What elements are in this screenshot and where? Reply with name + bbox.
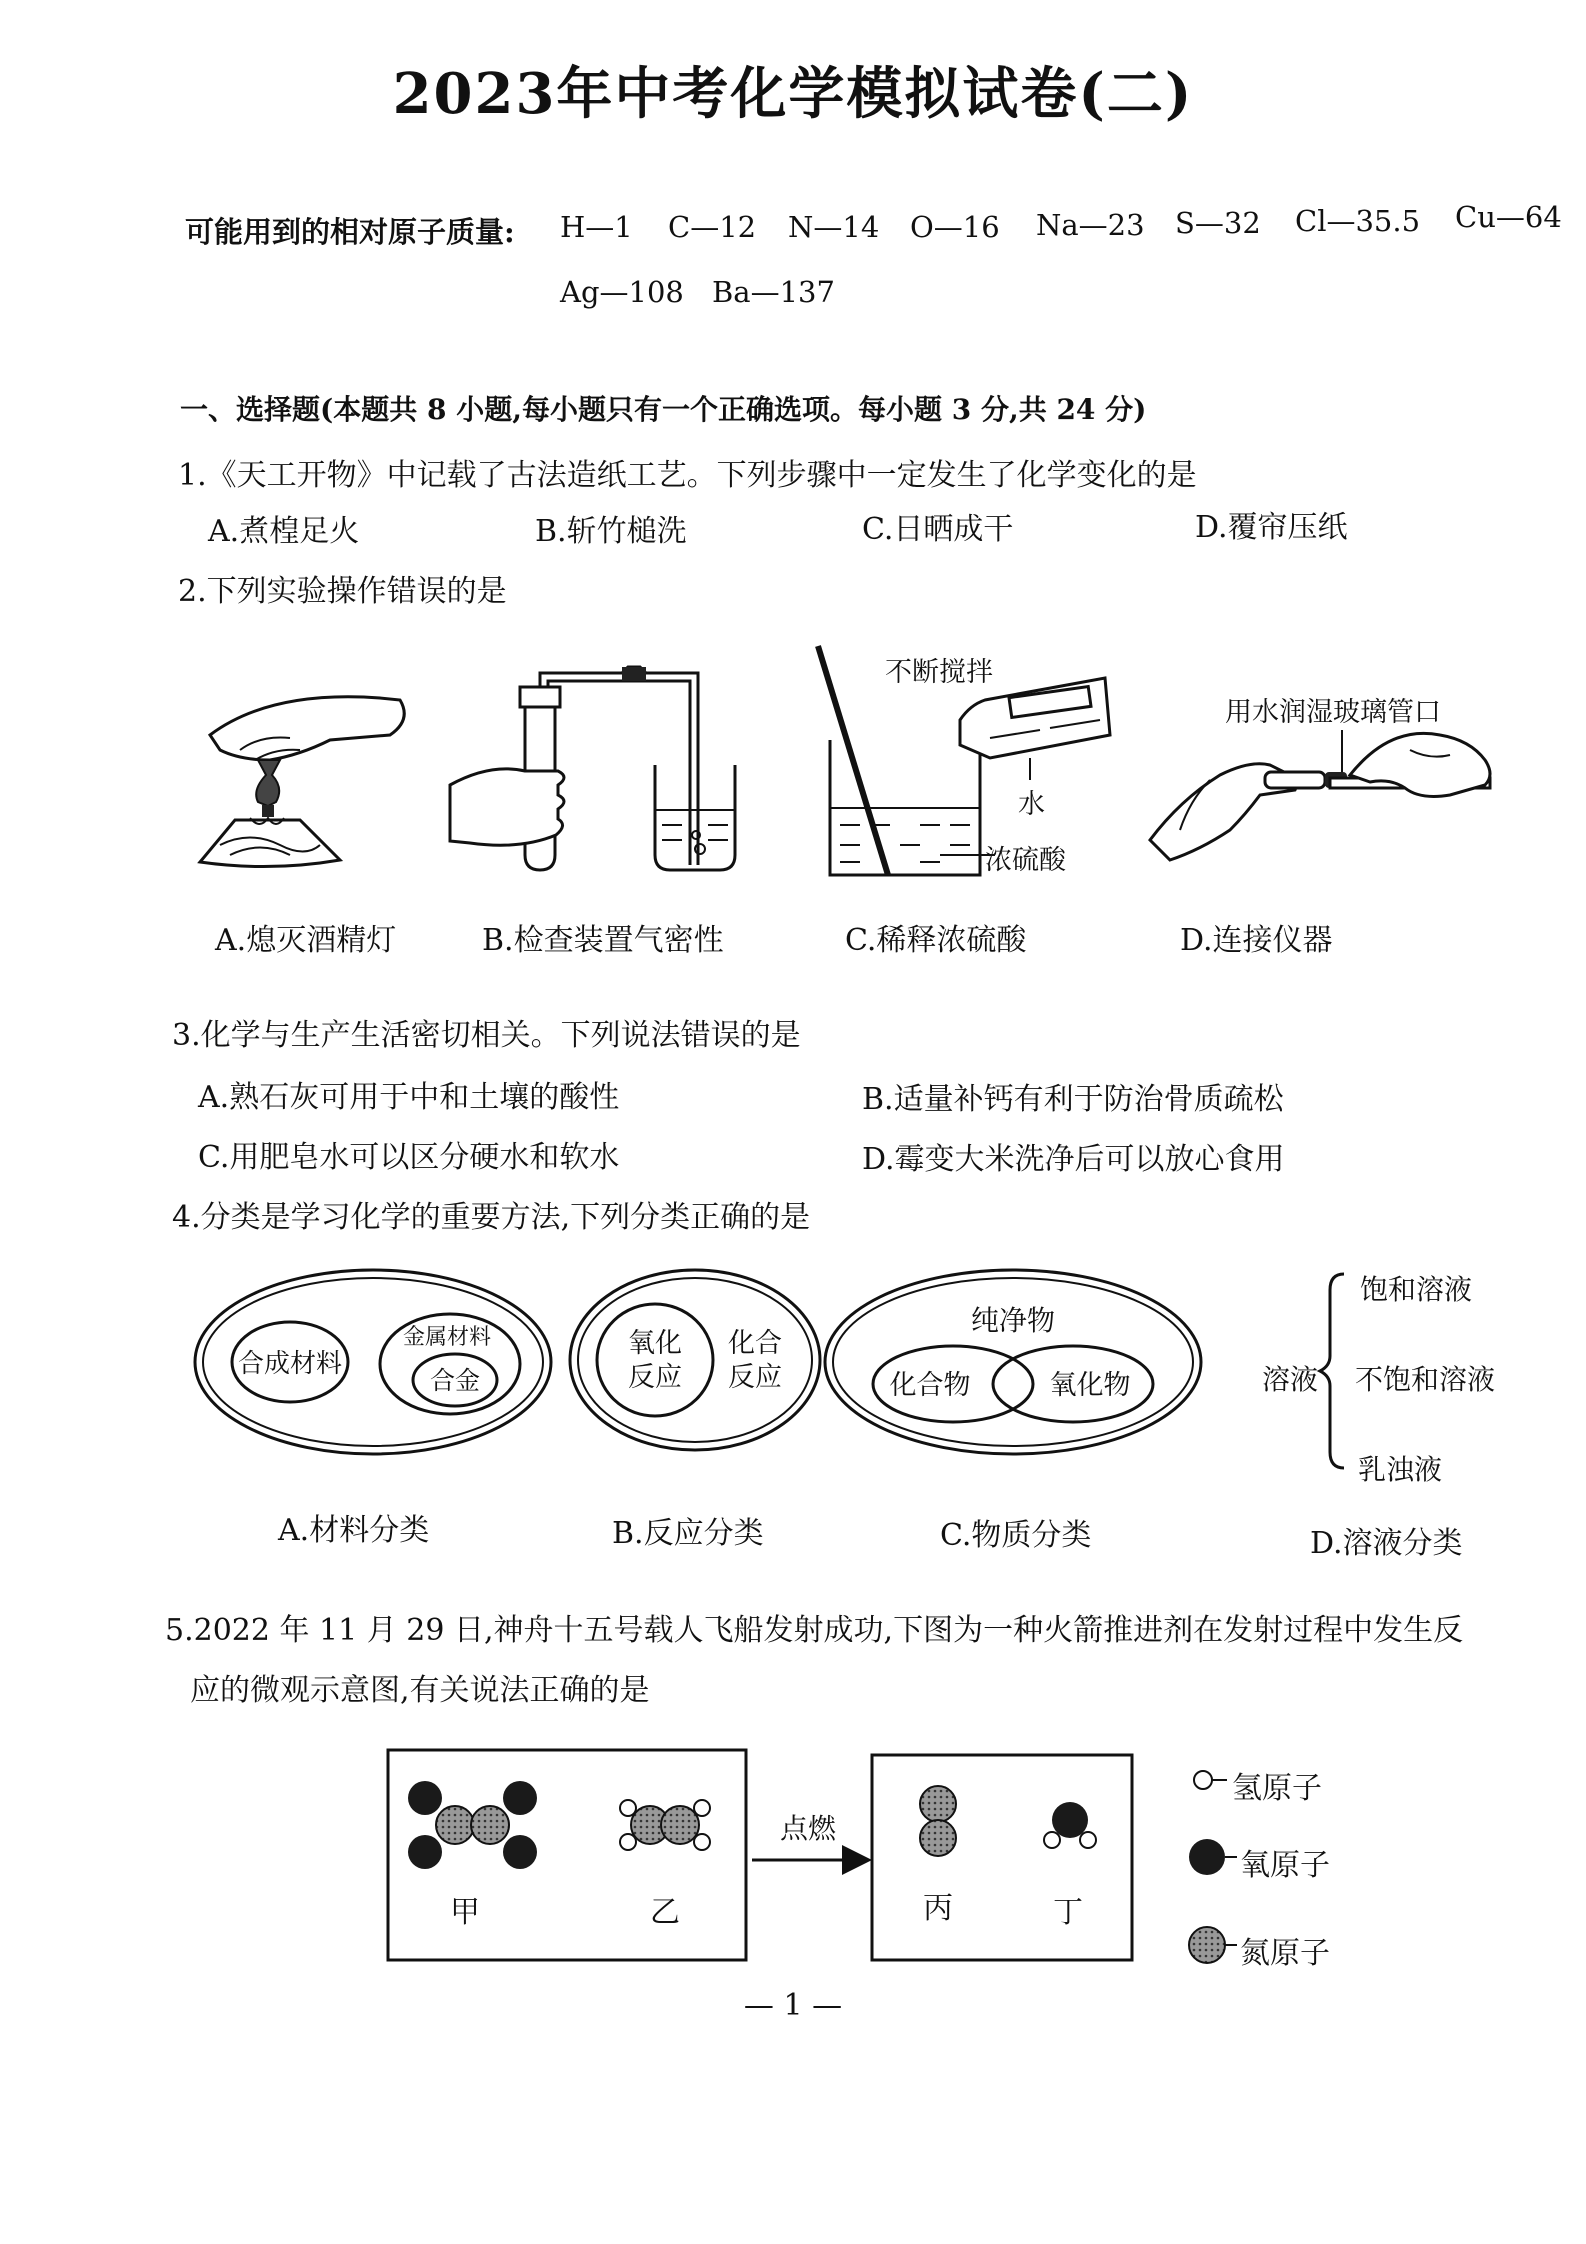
q5-ding-oxygen — [1052, 1802, 1088, 1838]
q2-figure-a-extinguish-lamp — [180, 640, 440, 880]
q4-caption-d: D.溶液分类 — [1310, 1526, 1463, 1561]
q5-legend-nitrogen: 氮原子 — [1240, 1936, 1330, 1971]
q4-diagram-b — [565, 1262, 825, 1462]
q2-caption-c: C.稀释浓硫酸 — [845, 923, 1027, 958]
q4-caption-b: B.反应分类 — [612, 1516, 764, 1551]
atomic-mass-cu: Cu—64 — [1455, 200, 1562, 234]
atomic-mass-o: O—16 — [910, 210, 1000, 244]
q3-option-a: A.熟石灰可用于中和土壤的酸性 — [198, 1080, 620, 1115]
q5-jia-oxygen-3 — [408, 1835, 442, 1869]
q4-a-synthetic-label: 合成材料 — [237, 1349, 343, 1379]
q2-stem: 2.下列实验操作错误的是 — [178, 574, 507, 609]
q4-diagram-c — [818, 1262, 1208, 1462]
q4-b-combination-2: 反应 — [728, 1362, 782, 1393]
q4-d-item-2: 不饱和溶液 — [1355, 1363, 1496, 1396]
q4-a-alloy-label: 合金 — [429, 1366, 481, 1395]
q5-bing-nitrogen-2 — [920, 1820, 956, 1856]
q2-label-stir: 不断搅拌 — [885, 657, 993, 688]
q4-stem: 4.分类是学习化学的重要方法,下列分类正确的是 — [172, 1200, 811, 1235]
q5-reaction-diagram — [380, 1740, 1150, 1970]
q2-label-wet-tube: 用水润湿玻璃管口 — [1225, 697, 1441, 728]
q2-figure-d-connect-tubes — [1150, 720, 1510, 890]
q2-caption-b: B.检查装置气密性 — [482, 923, 724, 958]
q4-c-pure-label: 纯净物 — [970, 1304, 1056, 1337]
nitrogen-atom-icon — [1189, 1927, 1225, 1963]
q5-legend-oxygen: 氧原子 — [1240, 1848, 1330, 1883]
q5-label-bing: 丙 — [923, 1891, 953, 1926]
q4-d-item-1: 饱和溶液 — [1360, 1273, 1473, 1306]
section-heading: 一、选择题(本题共 8 小题,每小题只有一个正确选项。每小题 3 分,共 24 分) — [180, 393, 1147, 426]
q1-option-d: D.覆帘压纸 — [1195, 510, 1348, 545]
q4-c-compound-label: 化合物 — [889, 1370, 971, 1401]
q1-option-a: A.煮楻足火 — [208, 514, 360, 549]
q5-jia-oxygen-4 — [503, 1835, 537, 1869]
q1-option-b: B.斩竹槌洗 — [535, 514, 687, 549]
q4-b-combination-1: 化合 — [728, 1328, 782, 1359]
q5-label-ding: 丁 — [1053, 1895, 1083, 1930]
page-title: 2023年中考化学模拟试卷(二) — [392, 61, 1194, 127]
q3-option-d: D.霉变大米洗净后可以放心食用 — [862, 1142, 1285, 1177]
q5-legend-hydrogen: 氢原子 — [1232, 1771, 1322, 1806]
atomic-mass-cl: Cl—35.5 — [1295, 204, 1421, 238]
q5-jia-oxygen-2 — [503, 1781, 537, 1815]
q4-diagram-a — [190, 1262, 560, 1462]
q4-caption-c: C.物质分类 — [940, 1518, 1092, 1553]
q5-bing-nitrogen-1 — [920, 1786, 956, 1822]
q2-caption-a: A.熄灭酒精灯 — [215, 923, 397, 958]
q4-b-oxidation-2: 反应 — [628, 1362, 682, 1393]
atomic-mass-n: N—14 — [788, 210, 880, 244]
q1-option-c: C.日晒成干 — [862, 512, 1014, 547]
q4-d-item-3: 乳浊液 — [1358, 1453, 1443, 1486]
atomic-mass-label: 可能用到的相对原子质量: — [185, 215, 515, 249]
q5-stem-line1: 5.2022 年 11 月 29 日,神舟十五号载人飞船发射成功,下图为一种火箭推进剂在发射过程中发生反 — [165, 1613, 1464, 1648]
atomic-mass-ba: Ba—137 — [712, 275, 835, 309]
q5-label-yi: 乙 — [650, 1895, 680, 1930]
atomic-mass-s: S—32 — [1175, 206, 1261, 240]
q4-a-metal-label: 金属材料 — [402, 1325, 492, 1350]
q5-jia-oxygen-1 — [408, 1781, 442, 1815]
q1-stem: 1.《天工开物》中记载了古法造纸工艺。下列步骤中一定发生了化学变化的是 — [178, 458, 1197, 493]
q5-stem-line2: 应的微观示意图,有关说法正确的是 — [190, 1673, 650, 1708]
q3-option-c: C.用肥皂水可以区分硬水和软水 — [198, 1140, 620, 1175]
q5-ding-hydrogen-2 — [1080, 1832, 1096, 1848]
q3-option-b: B.适量补钙有利于防治骨质疏松 — [862, 1082, 1284, 1117]
q2-figure-b-airtightness — [450, 645, 750, 885]
q4-caption-a: A.材料分类 — [278, 1513, 430, 1548]
q4-b-oxidation-1: 氧化 — [628, 1328, 682, 1359]
q5-yi-nitrogen-2 — [661, 1806, 699, 1844]
q5-jia-nitrogen-1 — [436, 1806, 474, 1844]
hydrogen-atom-icon — [1194, 1771, 1212, 1789]
q3-stem: 3.化学与生产生活密切相关。下列说法错误的是 — [172, 1018, 801, 1053]
q4-c-oxide-label: 氧化物 — [1049, 1370, 1131, 1401]
q5-label-jia: 甲 — [450, 1895, 480, 1930]
q4-diagram-d-brace — [1318, 1268, 1348, 1478]
q5-condition: 点燃 — [779, 1812, 837, 1845]
q2-caption-d: D.连接仪器 — [1180, 923, 1333, 958]
q2-label-water: 水 — [1018, 789, 1045, 820]
atomic-mass-ag: Ag—108 — [560, 275, 684, 309]
oxygen-atom-icon — [1189, 1839, 1225, 1875]
q2-label-acid: 浓硫酸 — [985, 845, 1066, 876]
q5-ding-hydrogen-1 — [1044, 1832, 1060, 1848]
atomic-mass-h: H—1 — [560, 210, 633, 244]
page-number: — 1 — — [743, 1988, 843, 2023]
atomic-mass-c: C—12 — [668, 210, 757, 244]
q5-jia-nitrogen-2 — [471, 1806, 509, 1844]
q4-d-root: 溶液 — [1262, 1363, 1319, 1396]
atomic-mass-na: Na—23 — [1036, 208, 1145, 242]
